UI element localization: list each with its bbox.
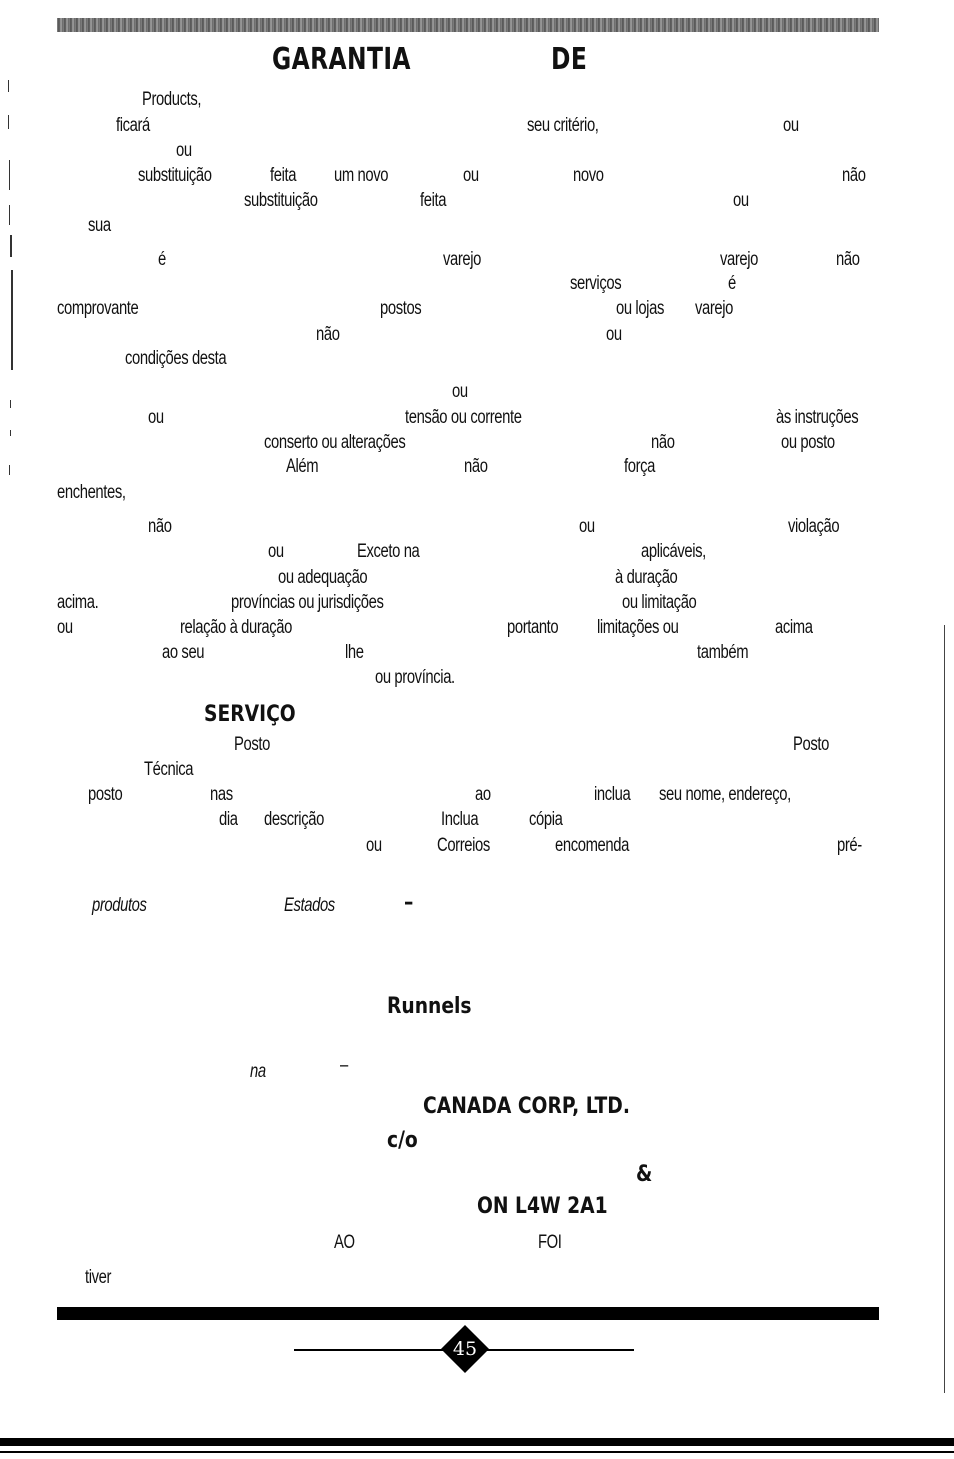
text-fragment: postos bbox=[380, 298, 422, 319]
text-fragment: enchentes, bbox=[57, 482, 126, 503]
dash-mark: – bbox=[340, 1055, 348, 1076]
text-fragment: inclua bbox=[594, 784, 631, 805]
text-fragment: posto bbox=[88, 784, 123, 805]
text-fragment: ou bbox=[148, 407, 164, 428]
text-fragment: substituição bbox=[138, 165, 212, 186]
text-fragment: ou bbox=[176, 140, 192, 161]
dash-mark: – bbox=[404, 890, 414, 915]
page-number: 45 bbox=[452, 1338, 478, 1360]
text-fragment: novo bbox=[573, 165, 604, 186]
text-fragment: ou posto bbox=[781, 432, 835, 453]
scan-edge-mark bbox=[9, 160, 10, 190]
text-fragment: conserto ou alterações bbox=[264, 432, 406, 453]
text-fragment: ou bbox=[268, 541, 284, 562]
text-fragment: ao bbox=[475, 784, 491, 805]
page-title: GARANTIA bbox=[272, 42, 411, 77]
text-fragment: um novo bbox=[334, 165, 389, 186]
text-fragment: Correios bbox=[437, 835, 490, 856]
text-fragment: força bbox=[624, 456, 656, 477]
page-title-suffix: DE bbox=[551, 42, 588, 77]
text-fragment: Products, bbox=[142, 89, 202, 110]
text-fragment: Posto bbox=[234, 734, 270, 755]
text-fragment: aplicáveis, bbox=[641, 541, 706, 562]
brand-name: Runnels bbox=[387, 994, 472, 1019]
text-fragment: AO bbox=[334, 1232, 355, 1253]
text-fragment: ao seu bbox=[162, 642, 205, 663]
text-fragment: Exceto na bbox=[357, 541, 420, 562]
text-fragment: ou bbox=[579, 516, 595, 537]
text-fragment: varejo bbox=[443, 249, 482, 270]
scan-edge-mark bbox=[10, 400, 11, 408]
scan-edge-mark bbox=[10, 235, 12, 257]
text-fragment: portanto bbox=[507, 617, 559, 638]
text-fragment: às instruções bbox=[776, 407, 859, 428]
scan-edge-mark bbox=[8, 80, 9, 92]
text-fragment: Inclua bbox=[441, 809, 479, 830]
text-fragment: ou bbox=[57, 617, 73, 638]
text-fragment: ficará bbox=[116, 115, 150, 136]
scan-edge-mark bbox=[11, 270, 13, 370]
text-fragment: feita bbox=[270, 165, 297, 186]
text-fragment: províncias ou jurisdições bbox=[231, 592, 384, 613]
text-fragment: não bbox=[836, 249, 860, 270]
text-fragment: é bbox=[728, 273, 736, 294]
text-fragment: ou bbox=[733, 190, 749, 211]
company-name: CANADA CORP, LTD. bbox=[423, 1094, 630, 1119]
text-fragment: ou bbox=[463, 165, 479, 186]
text-fragment: ou província. bbox=[375, 667, 455, 688]
text-fragment: Técnica bbox=[144, 759, 194, 780]
text-fragment: ou bbox=[783, 115, 799, 136]
text-fragment: é bbox=[158, 249, 166, 270]
postal-code: ON L4W 2A1 bbox=[477, 1194, 608, 1219]
text-fragment: FOI bbox=[538, 1232, 562, 1253]
right-margin-line bbox=[944, 625, 945, 1393]
scan-edge-mark bbox=[9, 205, 10, 225]
ampersand-mark: & bbox=[636, 1162, 653, 1187]
text-fragment: nas bbox=[210, 784, 233, 805]
text-fragment: dia bbox=[219, 809, 238, 830]
text-fragment: ou bbox=[366, 835, 382, 856]
text-fragment: Posto bbox=[793, 734, 829, 755]
text-fragment: à duração bbox=[615, 567, 678, 588]
text-fragment: seu critério, bbox=[527, 115, 599, 136]
scan-edge-mark bbox=[8, 115, 9, 129]
text-fragment: Além bbox=[286, 456, 319, 477]
text-fragment: ou bbox=[452, 381, 468, 402]
text-fragment: comprovante bbox=[57, 298, 139, 319]
text-fragment: relação à duração bbox=[180, 617, 293, 638]
text-fragment: Estados bbox=[284, 895, 335, 916]
text-fragment: varejo bbox=[695, 298, 734, 319]
top-decorative-bar bbox=[57, 18, 879, 32]
text-fragment: acima bbox=[775, 617, 813, 638]
text-fragment: feita bbox=[420, 190, 447, 211]
text-fragment: encomenda bbox=[555, 835, 629, 856]
footer-bar bbox=[57, 1307, 879, 1320]
text-fragment: violação bbox=[788, 516, 840, 537]
text-fragment: sua bbox=[88, 215, 111, 236]
text-fragment: lhe bbox=[345, 642, 364, 663]
text-fragment: ou limitação bbox=[622, 592, 697, 613]
page-bottom-edge-thin bbox=[0, 1451, 954, 1453]
text-fragment: não bbox=[316, 324, 340, 345]
text-fragment: também bbox=[697, 642, 749, 663]
text-fragment: ou bbox=[606, 324, 622, 345]
care-of-label: c/o bbox=[387, 1128, 418, 1153]
text-fragment: tiver bbox=[85, 1267, 112, 1288]
text-fragment: ou adequação bbox=[278, 567, 368, 588]
text-fragment: pré- bbox=[837, 835, 862, 856]
page-bottom-edge bbox=[0, 1438, 954, 1446]
text-fragment: substituição bbox=[244, 190, 318, 211]
text-fragment: limitações ou bbox=[597, 617, 679, 638]
text-fragment: produtos bbox=[92, 895, 147, 916]
text-fragment: seu nome, endereço, bbox=[659, 784, 791, 805]
text-fragment: serviços bbox=[570, 273, 622, 294]
text-fragment: cópia bbox=[529, 809, 563, 830]
text-fragment: ou lojas bbox=[616, 298, 664, 319]
text-fragment: descrição bbox=[264, 809, 324, 830]
scan-edge-mark bbox=[10, 430, 11, 436]
text-fragment: não bbox=[842, 165, 866, 186]
text-fragment: condições desta bbox=[125, 348, 227, 369]
text-fragment: não bbox=[148, 516, 172, 537]
text-fragment: na bbox=[250, 1061, 266, 1082]
text-fragment: tensão ou corrente bbox=[405, 407, 522, 428]
text-fragment: acima. bbox=[57, 592, 99, 613]
text-fragment: não bbox=[651, 432, 675, 453]
scan-edge-mark bbox=[9, 465, 10, 475]
service-heading: SERVIÇO bbox=[204, 702, 296, 727]
text-fragment: não bbox=[464, 456, 488, 477]
text-fragment: varejo bbox=[720, 249, 759, 270]
